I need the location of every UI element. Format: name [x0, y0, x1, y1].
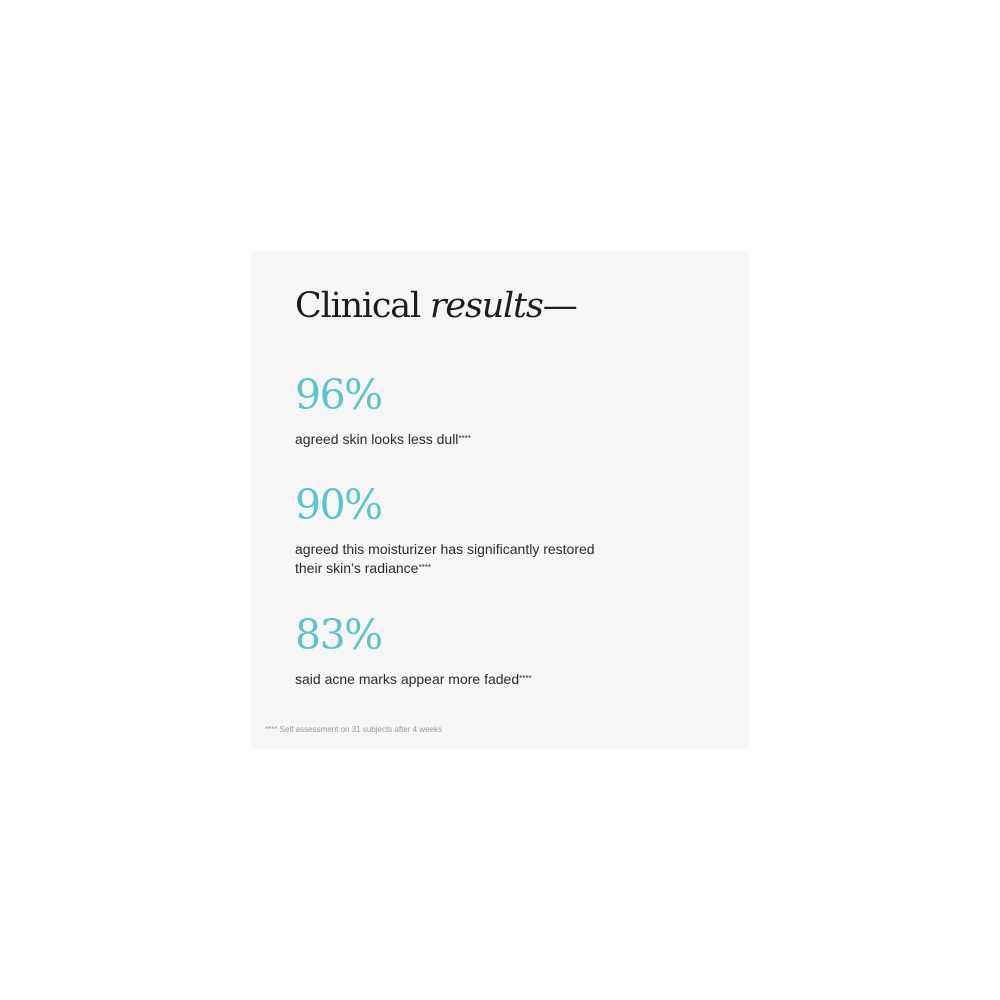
clinical-results-card — [251, 251, 749, 749]
stat-description-text: said acne marks appear more faded — [295, 671, 520, 687]
heading-italic: results — [429, 286, 543, 326]
stat-description — [295, 540, 625, 578]
stat-percentage: 83% — [295, 611, 382, 659]
footnote-marker: **** — [519, 674, 532, 683]
heading-regular: Clinical — [295, 286, 420, 326]
stat-percentage: 96% — [295, 371, 382, 419]
stat-description-text: agreed skin looks less dull — [295, 431, 459, 447]
footnote-marker: **** — [418, 563, 431, 572]
heading-dash: — — [542, 286, 577, 326]
stat-description-text: agreed this moisturizer has significantly restored their skin’s radiance — [295, 541, 595, 576]
stat-item — [295, 481, 625, 578]
section-heading — [295, 286, 577, 326]
stat-percentage: 90% — [295, 481, 382, 529]
stat-description — [295, 670, 625, 689]
stat-item — [295, 371, 625, 449]
stat-item — [295, 611, 625, 689]
footnote-marker: **** — [458, 434, 471, 443]
footnote: **** Self assessment on 31 subjects after 4 weeks — [265, 725, 442, 734]
stat-description — [295, 430, 625, 449]
